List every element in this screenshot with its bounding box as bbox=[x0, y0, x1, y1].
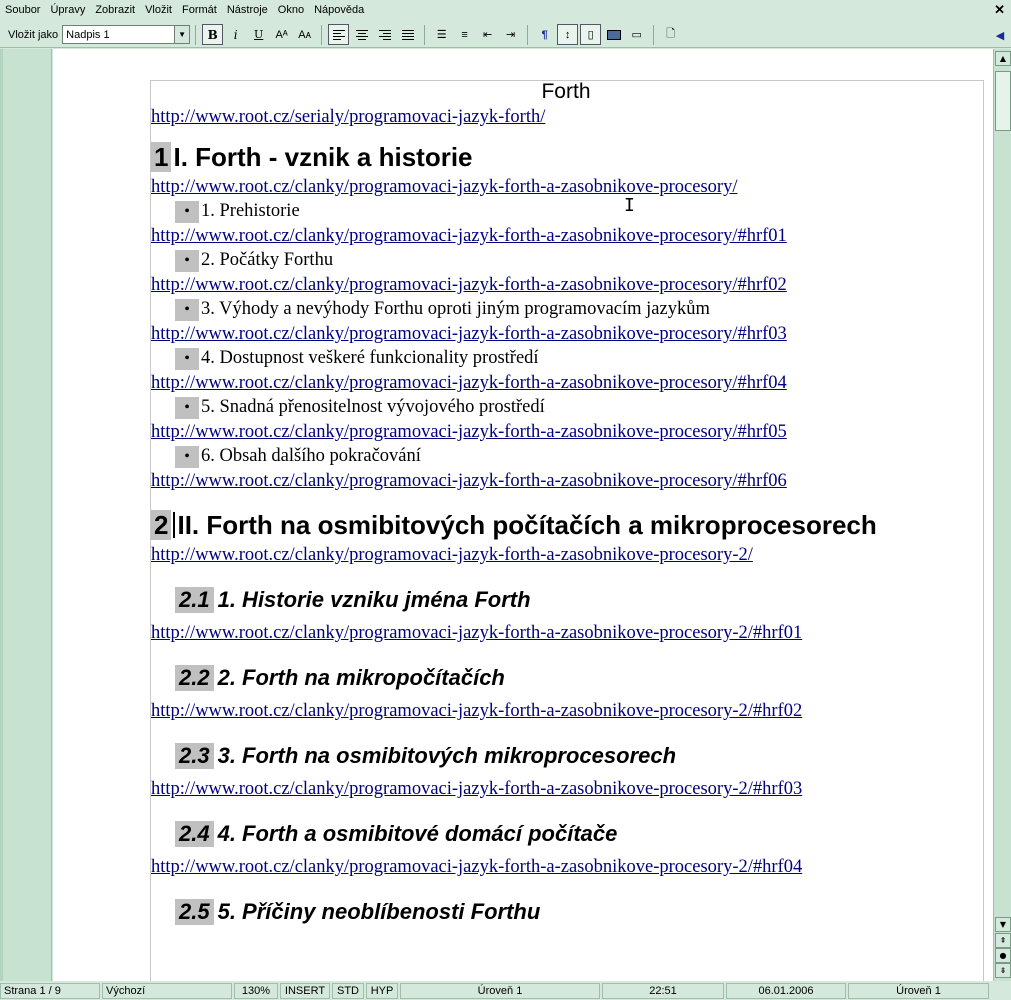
bullet-icon: • bbox=[175, 348, 199, 370]
status-zoom[interactable]: 130% bbox=[234, 983, 278, 999]
paragraph-button[interactable]: ¶ bbox=[541, 28, 548, 41]
increase-indent-button[interactable] bbox=[500, 24, 521, 45]
list-item-text: 6. Obsah dalšího pokračování bbox=[201, 446, 421, 466]
list-item[interactable] bbox=[151, 444, 981, 469]
list-item-link[interactable]: http://www.root.cz/clanky/programovaci-jazyk-forth-a-zasobnikove-procesory/#hrf03 bbox=[151, 324, 787, 344]
toolbar-separator bbox=[321, 25, 322, 45]
bullet-icon: • bbox=[175, 397, 199, 419]
status-level: Úroveň 1 bbox=[400, 983, 600, 999]
section-1-link[interactable]: http://www.root.cz/clanky/programovaci-jazyk-forth-a-zasobnikove-procesory/ bbox=[151, 177, 738, 197]
toolbar-expand-icon[interactable]: ◀ bbox=[995, 29, 1005, 42]
list-item[interactable] bbox=[151, 346, 981, 371]
decrease-indent-button[interactable] bbox=[477, 24, 498, 45]
indent-icon: ⇥ bbox=[506, 29, 516, 41]
document-title[interactable]: Forth bbox=[541, 80, 591, 103]
text-caret bbox=[173, 512, 175, 538]
line-spacing-button[interactable] bbox=[557, 24, 578, 45]
subsection-link[interactable]: http://www.root.cz/clanky/programovaci-jazyk-forth-a-zasobnikove-procesory-2/#hrf01 bbox=[151, 623, 803, 643]
list-item-link[interactable]: http://www.root.cz/clanky/programovaci-jazyk-forth-a-zasobnikove-procesory/#hrf04 bbox=[151, 373, 787, 393]
bold-button[interactable]: B bbox=[202, 24, 223, 45]
bullets-button[interactable] bbox=[454, 24, 475, 45]
section-2-link[interactable]: http://www.root.cz/clanky/programovaci-jazyk-forth-a-zasobnikove-procesory-2/ bbox=[151, 545, 753, 565]
monitor-button[interactable] bbox=[626, 24, 647, 45]
arrow-down-icon: ▼ bbox=[999, 920, 1007, 929]
double-up-icon: ⇞ bbox=[999, 936, 1007, 945]
scroll-thumb[interactable] bbox=[995, 71, 1011, 131]
list-item-text: 4. Dostupnost veškeré funkcionality prostředí bbox=[201, 348, 539, 368]
subsection-title: 4. Forth a osmibitové domácí počítače bbox=[217, 821, 618, 846]
subsection-number: 2.4 bbox=[175, 821, 214, 847]
subsection-link[interactable]: http://www.root.cz/clanky/programovaci-jazyk-forth-a-zasobnikove-procesory-2/#hrf04 bbox=[151, 857, 803, 877]
list-item-text: 5. Snadná přenositelnost vývojového prostředí bbox=[201, 397, 545, 417]
status-insert-mode[interactable]: INSERT bbox=[280, 983, 330, 999]
toolbar-separator bbox=[195, 25, 196, 45]
list-item[interactable] bbox=[151, 395, 981, 420]
previous-page-button[interactable] bbox=[995, 933, 1011, 948]
subsection-title: 3. Forth na osmibitových mikroprocesorech bbox=[217, 743, 677, 768]
list-item-link[interactable]: http://www.root.cz/clanky/programovaci-jazyk-forth-a-zasobnikove-procesory/#hrf02 bbox=[151, 275, 787, 295]
vertical-scrollbar[interactable] bbox=[993, 49, 1011, 981]
list-item[interactable] bbox=[151, 199, 981, 224]
status-level-2: Úroveň 1 bbox=[848, 983, 989, 999]
menu-format[interactable]: Formát bbox=[181, 4, 217, 16]
status-hyperlink-mode[interactable]: HYP bbox=[366, 983, 398, 999]
document-button[interactable] bbox=[660, 24, 681, 45]
subsection-number: 2.1 bbox=[175, 587, 214, 613]
align-left-icon bbox=[333, 30, 345, 40]
arrow-up-icon: ▲ bbox=[999, 54, 1007, 63]
subsection-number: 2.5 bbox=[175, 899, 214, 925]
page-view-button[interactable] bbox=[580, 24, 601, 45]
numbered-list-icon: ☰ bbox=[436, 29, 447, 41]
document-icon: 🗋 bbox=[666, 28, 676, 40]
subsection-heading[interactable] bbox=[151, 897, 981, 927]
subsection-heading[interactable] bbox=[151, 741, 981, 771]
menu-help[interactable]: Nápověda bbox=[314, 4, 365, 16]
heading-number: 1 bbox=[151, 142, 171, 172]
menu-view[interactable]: Zobrazit bbox=[95, 4, 136, 16]
insert-as-label: Vložit jako bbox=[8, 28, 59, 41]
line-spacing-icon: ↕ bbox=[564, 28, 571, 41]
list-item-link[interactable]: http://www.root.cz/clanky/programovaci-jazyk-forth-a-zasobnikove-procesory/#hrf05 bbox=[151, 422, 787, 442]
align-right-icon bbox=[379, 30, 391, 40]
status-time: 22:51 bbox=[602, 983, 724, 999]
menu-edit[interactable]: Úpravy bbox=[50, 4, 86, 16]
section-1-heading[interactable] bbox=[151, 139, 981, 175]
outdent-icon: ⇤ bbox=[483, 29, 493, 41]
status-page[interactable]: Strana 1 / 9 bbox=[0, 983, 100, 999]
toolbar-separator bbox=[653, 25, 654, 45]
double-down-icon: ⇟ bbox=[999, 966, 1007, 975]
menu-insert[interactable]: Vložit bbox=[145, 4, 172, 16]
align-center-button[interactable] bbox=[351, 24, 372, 45]
scroll-up-button[interactable] bbox=[995, 51, 1011, 66]
monitor-icon: ▭ bbox=[631, 29, 642, 41]
left-ruler bbox=[0, 49, 52, 981]
ruler-edge bbox=[0, 49, 3, 981]
paragraph-style-value: Nadpis 1 bbox=[66, 28, 110, 41]
list-item[interactable] bbox=[151, 248, 981, 273]
justify-icon bbox=[402, 30, 414, 40]
status-selection-mode[interactable]: STD bbox=[332, 983, 364, 999]
subsection-title: 1. Historie vzniku jména Forth bbox=[217, 587, 531, 612]
subsection-heading[interactable] bbox=[151, 585, 981, 615]
intro-link[interactable]: http://www.root.cz/serialy/programovaci-jazyk-forth/ bbox=[151, 107, 546, 127]
paragraph-style-select[interactable] bbox=[62, 25, 190, 44]
next-page-button[interactable] bbox=[995, 963, 1011, 978]
background-color-icon bbox=[607, 30, 621, 40]
justify-button[interactable] bbox=[397, 24, 418, 45]
subsection-link[interactable]: http://www.root.cz/clanky/programovaci-jazyk-forth-a-zasobnikove-procesory-2/#hrf02 bbox=[151, 701, 803, 721]
align-right-button[interactable] bbox=[374, 24, 395, 45]
subscript-button[interactable]: Aᴀ bbox=[298, 28, 312, 41]
subsection-heading[interactable] bbox=[151, 663, 981, 693]
superscript-button[interactable]: Aᴬ bbox=[275, 28, 288, 41]
list-item-text: 1. Prehistorie bbox=[201, 201, 300, 221]
list-item-link[interactable]: http://www.root.cz/clanky/programovaci-jazyk-forth-a-zasobnikove-procesory/#hrf06 bbox=[151, 471, 787, 491]
navigation-button[interactable] bbox=[995, 948, 1011, 963]
background-color-button[interactable] bbox=[603, 24, 624, 45]
list-item-text: 3. Výhody a nevýhody Forthu oproti jiným programovacím jazykům bbox=[201, 299, 710, 319]
bullet-icon: • bbox=[175, 201, 199, 223]
subsection-title: 2. Forth na mikropočítačích bbox=[217, 665, 505, 690]
menu-window[interactable]: Okno bbox=[277, 4, 305, 16]
subsection-heading[interactable] bbox=[151, 819, 981, 849]
status-page-style[interactable]: Výchozí bbox=[102, 983, 232, 999]
list-item[interactable] bbox=[151, 297, 981, 322]
menu-file[interactable]: Soubor bbox=[5, 4, 41, 16]
page-icon: ▯ bbox=[587, 29, 594, 41]
toolbar-separator bbox=[527, 25, 528, 45]
align-left-button[interactable] bbox=[328, 24, 349, 45]
heading-text: II. Forth na osmibitových počítačích a mikroprocesorech bbox=[177, 509, 877, 540]
heading-text: I. Forth - vznik a historie bbox=[173, 141, 473, 172]
navigation-icon: ● bbox=[999, 951, 1007, 960]
bullet-icon: • bbox=[175, 250, 199, 272]
bullet-icon: • bbox=[175, 446, 199, 468]
toolbar-separator bbox=[424, 25, 425, 45]
underline-button[interactable]: U bbox=[254, 28, 264, 41]
bullet-icon: • bbox=[175, 299, 199, 321]
object-toolbar bbox=[0, 22, 1011, 48]
list-item-link[interactable]: http://www.root.cz/clanky/programovaci-jazyk-forth-a-zasobnikove-procesory/#hrf01 bbox=[151, 226, 787, 246]
menu-tools[interactable]: Nástroje bbox=[226, 4, 268, 16]
subsection-number: 2.3 bbox=[175, 743, 214, 769]
subsection-title: 5. Příčiny neoblíbenosti Forthu bbox=[217, 899, 541, 924]
list-item-text: 2. Počátky Forthu bbox=[201, 250, 334, 270]
status-bar bbox=[0, 982, 1011, 1000]
align-center-icon bbox=[356, 30, 368, 40]
close-document-icon[interactable]: ✕ bbox=[994, 2, 1005, 17]
document-view[interactable] bbox=[53, 49, 993, 981]
section-2-heading[interactable] bbox=[151, 507, 981, 543]
subsection-number: 2.2 bbox=[175, 665, 214, 691]
chevron-down-icon[interactable]: ▼ bbox=[174, 26, 189, 43]
numbering-button[interactable] bbox=[431, 24, 452, 45]
heading-number: 2 bbox=[151, 510, 171, 540]
bullet-list-icon: ≡ bbox=[461, 28, 468, 41]
status-date: 06.01.2006 bbox=[726, 983, 846, 999]
italic-button[interactable]: i bbox=[233, 27, 238, 42]
document-content[interactable] bbox=[151, 79, 981, 927]
scroll-down-button[interactable] bbox=[995, 917, 1011, 932]
subsection-link[interactable]: http://www.root.cz/clanky/programovaci-jazyk-forth-a-zasobnikove-procesory-2/#hrf03 bbox=[151, 779, 803, 799]
menu-bar bbox=[0, 0, 1011, 20]
mouse-ibeam-icon: I bbox=[624, 195, 635, 216]
